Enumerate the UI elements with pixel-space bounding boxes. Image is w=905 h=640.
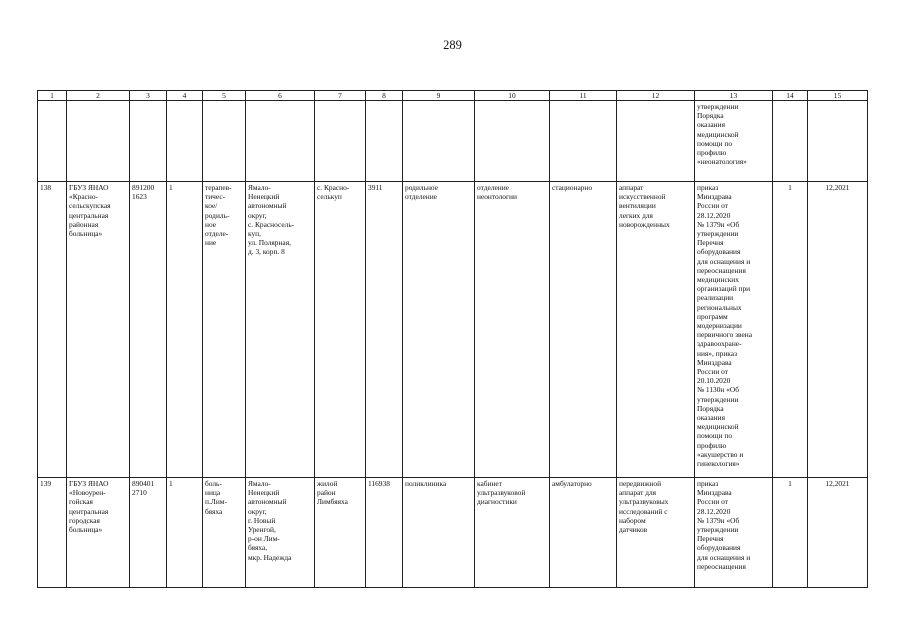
table-row: [38, 182, 868, 478]
cell-care-mode: [550, 101, 617, 182]
col-5-header: 5: [203, 91, 246, 101]
col-11-header: 11: [550, 91, 617, 101]
cell-col4: [167, 101, 203, 182]
cell-department: [403, 101, 475, 182]
cell-equipment: [617, 101, 695, 182]
col-12-header: 12: [617, 91, 695, 101]
cell-address: Ямало- Ненецкий автономный округ, г. Новый Уренгой, р-он Лим- бяяха, мкр. Надежда: [246, 478, 315, 588]
col-4-header: 4: [167, 91, 203, 101]
cell-subdivision: кабинет ультразвуковой диагностики: [475, 478, 550, 588]
col-1-header: 1: [38, 91, 67, 101]
col-9-header: 9: [403, 91, 475, 101]
col-3-header: 3: [130, 91, 167, 101]
cell-address: Ямало- Ненецкий автономный округ, с. Красносель- куп, ул. Полярная, д. 3, корп. 8: [246, 182, 315, 478]
cell-population: 116938: [366, 478, 403, 588]
cell-number: 138: [38, 182, 67, 478]
cell-care-mode: стационарно: [550, 182, 617, 478]
col-15-header: 15: [808, 91, 868, 101]
cell-date: 12,2021: [808, 182, 868, 478]
col-7-header: 7: [315, 91, 366, 101]
cell-quantity: [773, 101, 808, 182]
col-8-header: 8: [366, 91, 403, 101]
cell-equipment: передвижной аппарат для ультразвуковых исследований с набором датчиков: [617, 478, 695, 588]
cell-number: 139: [38, 478, 67, 588]
table-row: [38, 101, 868, 182]
cell-population: [366, 101, 403, 182]
column-number-row: [38, 91, 868, 101]
cell-organization: [67, 101, 130, 182]
cell-col4: 1: [167, 182, 203, 478]
col-6-header: 6: [246, 91, 315, 101]
col-2-header: 2: [67, 91, 130, 101]
cell-number: [38, 101, 67, 182]
equipment-table: [37, 90, 868, 588]
cell-quantity: 1: [773, 478, 808, 588]
cell-code: [130, 101, 167, 182]
cell-date: [808, 101, 868, 182]
cell-legal-basis: приказ Минздрава России от 28.12.2020 № 1379н «Об утверждении Перечня оборудования для оснащения и переоснащения медицинских организаций при реализации региональных программ модернизации первичного звена здравоохране- ния», приказ Минздрава России от 20.10.2020 № 1130н «Об утверждении Порядка оказания медицинской помощи по профилю «акушерство и гинекология»: [695, 182, 773, 478]
cell-unit: терапев- тичес- кое/ родиль- ное отделе- ние: [203, 182, 246, 478]
col-10-header: 10: [475, 91, 550, 101]
cell-legal-basis: утверждении Порядка оказания медицинской помощи по профилю «неонатология»: [695, 101, 773, 182]
table-row: [38, 478, 868, 588]
cell-department: поликлиника: [403, 478, 475, 588]
cell-address: [246, 101, 315, 182]
cell-subdivision: [475, 101, 550, 182]
cell-date: 12,2021: [808, 478, 868, 588]
col-14-header: 14: [773, 91, 808, 101]
cell-equipment: аппарат искусственной вентиляции легких для новорожденных: [617, 182, 695, 478]
cell-code: 890401 2710: [130, 478, 167, 588]
cell-legal-basis: приказ Минздрава России от 28.12.2020 № 1379н «Об утверждении Перечня оборудования для оснащения и переоснащения: [695, 478, 773, 588]
cell-locality: с. Красно- селькуп: [315, 182, 366, 478]
cell-population: 3911: [366, 182, 403, 478]
cell-quantity: 1: [773, 182, 808, 478]
cell-organization: ГБУЗ ЯНАО «Новоурен- гойская центральная городская больница»: [67, 478, 130, 588]
page-number: 289: [443, 38, 462, 52]
cell-unit: [203, 101, 246, 182]
cell-locality: жилой район Лимбяяха: [315, 478, 366, 588]
cell-locality: [315, 101, 366, 182]
col-13-header: 13: [695, 91, 773, 101]
cell-code: 891200 1623: [130, 182, 167, 478]
cell-subdivision: отделение неонтологии: [475, 182, 550, 478]
cell-organization: ГБУЗ ЯНАО «Красно- сельскупская центральная районная больница»: [67, 182, 130, 478]
cell-unit: боль- ница п.Лим- бяяха: [203, 478, 246, 588]
cell-care-mode: амбулаторно: [550, 478, 617, 588]
cell-department: родильное отделение: [403, 182, 475, 478]
cell-col4: 1: [167, 478, 203, 588]
